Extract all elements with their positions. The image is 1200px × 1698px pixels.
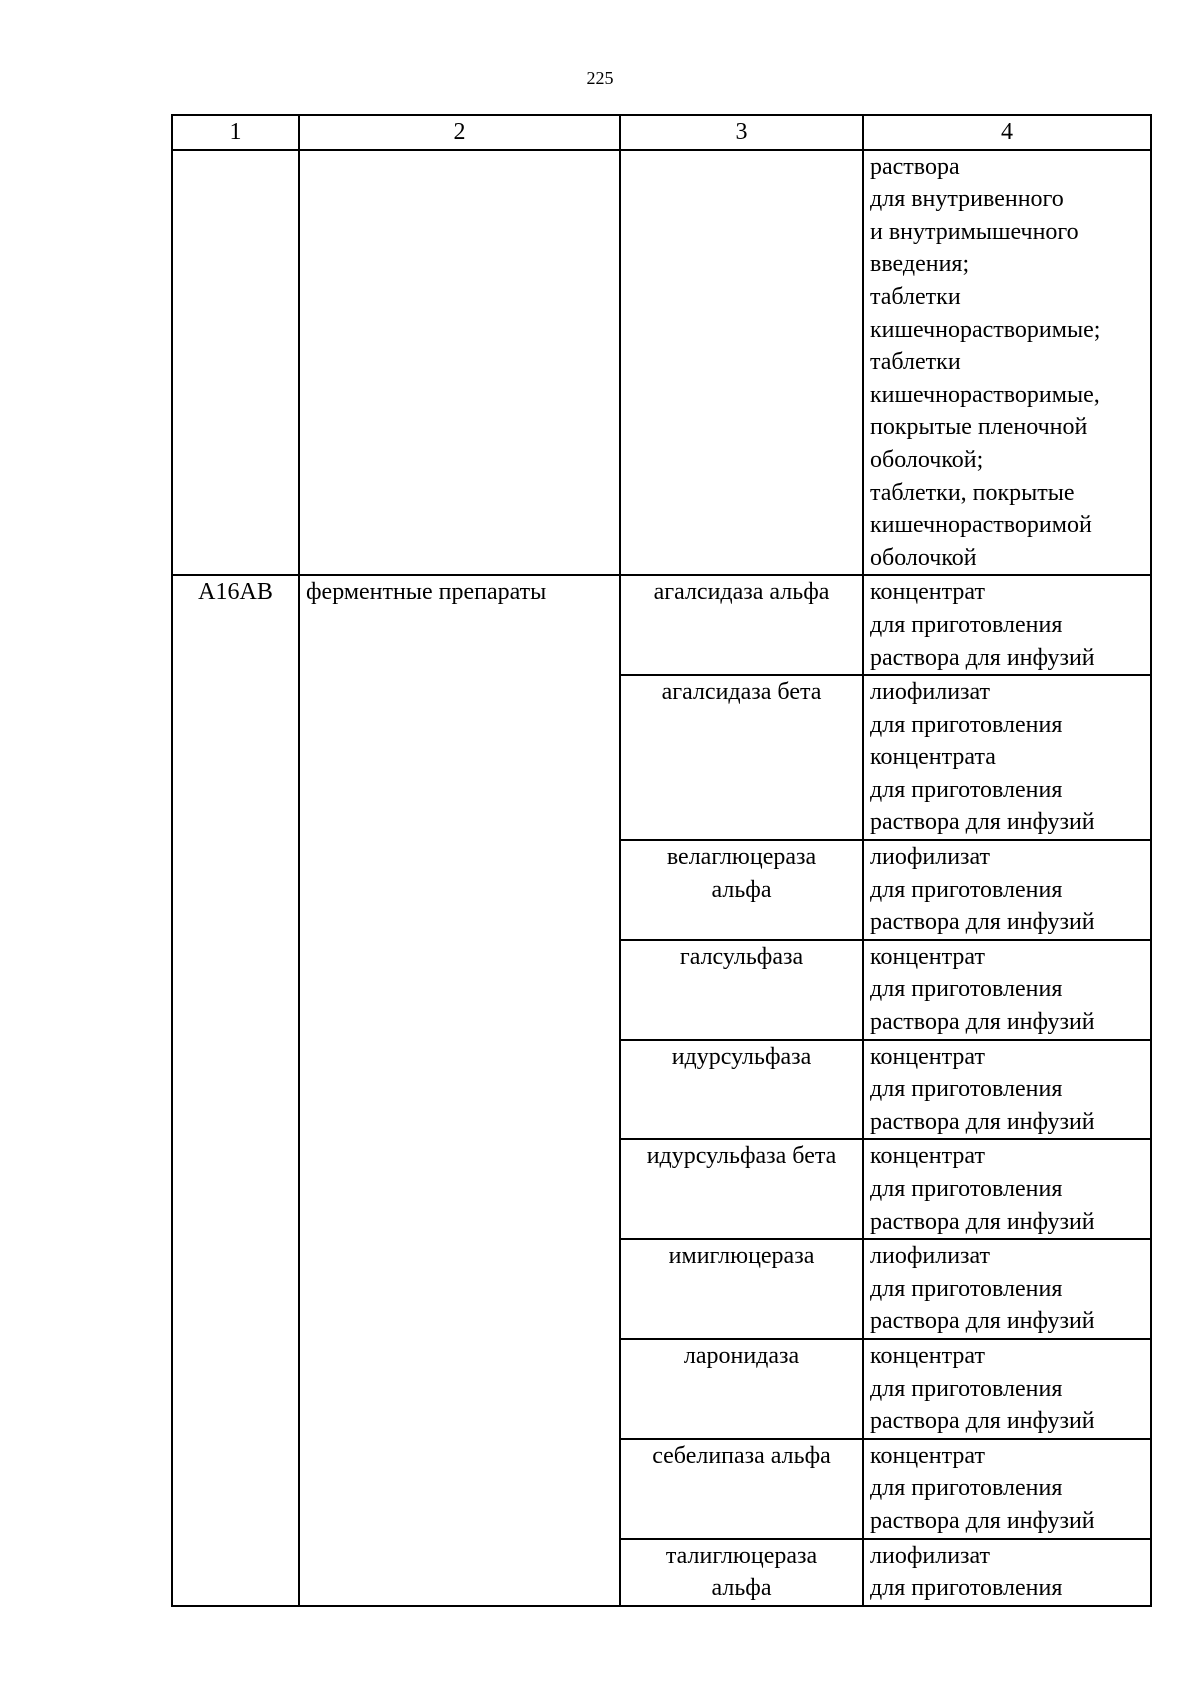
dosage-form-line: для приготовления — [870, 876, 1063, 903]
continuation-drug-cell — [620, 150, 863, 576]
dosage-form-cell — [863, 675, 1151, 840]
dosage-form-line: для приготовления — [870, 976, 1063, 1003]
dosage-form-line: раствора для инфузий — [870, 909, 1095, 936]
drug-name-cell — [620, 675, 863, 840]
dosage-form-line: для приготовления — [870, 611, 1063, 638]
dosage-form-line: раствора для инфузий — [870, 1308, 1095, 1335]
dosage-form-line: для приготовления — [870, 776, 1063, 803]
dosage-form-line: таблетки — [870, 349, 961, 376]
dosage-form-line: раствора для инфузий — [870, 1408, 1095, 1435]
dosage-form-line: для приготовления — [870, 1076, 1063, 1103]
dosage-form-line: концентрат — [870, 943, 985, 970]
column-header-2: 2 — [299, 115, 620, 150]
dosage-form-line: таблетки, покрытые — [870, 479, 1075, 506]
drug-name-line: галсульфаза — [679, 943, 804, 970]
drug-name-line: альфа — [711, 876, 772, 903]
drug-name-cell — [620, 940, 863, 1040]
dosage-form-line: лиофилизат — [870, 1243, 991, 1270]
table-header-row — [172, 115, 1151, 150]
dosage-form-line: кишечнорастворимой — [870, 512, 1092, 539]
dosage-form-line: раствора для инфузий — [870, 1507, 1095, 1534]
dosage-form-line: раствора для инфузий — [870, 644, 1095, 671]
dosage-form-line: концентрат — [870, 1143, 985, 1170]
continuation-forms-cell — [863, 150, 1151, 576]
drug-name-line: агалсидаза бета — [661, 679, 822, 706]
dosage-form-line: кишечнорастворимые; — [870, 316, 1101, 343]
drug-name-line: идурсульфаза — [671, 1043, 812, 1070]
drug-row — [172, 575, 1151, 675]
dosage-form-line: для приготовления — [870, 1176, 1063, 1202]
dosage-form-line: кишечнорастворимые, — [870, 381, 1100, 408]
dosage-form-line: для приготовления — [870, 1475, 1063, 1502]
continuation-row — [172, 150, 1151, 576]
dosage-form-cell — [863, 1539, 1151, 1606]
dosage-form-line: лиофилизат — [870, 679, 991, 706]
dosage-form-line: таблетки — [870, 283, 961, 310]
dosage-form-line: раствора для инфузий — [870, 1208, 1095, 1235]
continuation-group-cell — [299, 150, 620, 576]
drug-name-line: велаглюцераза — [666, 844, 817, 871]
column-header-3: 3 — [620, 115, 863, 150]
dosage-form-line: раствора для инфузий — [870, 1108, 1095, 1135]
dosage-form-line: концентрат — [870, 1043, 985, 1070]
dosage-form-line: для приготовления — [870, 1575, 1063, 1602]
dosage-form-line: для приготовления — [870, 1375, 1063, 1402]
atc-code-cell: A16AB — [172, 575, 299, 1605]
dosage-form-line: оболочкой — [870, 544, 977, 571]
dosage-form-line: раствора для инфузий — [870, 809, 1095, 836]
dosage-form-line: для внутривенного — [870, 186, 1064, 213]
dosage-form-line: концентрат — [870, 1442, 985, 1469]
drug-name-line: альфа — [711, 1575, 772, 1602]
drug-name-line: имиглюцераза — [668, 1243, 815, 1270]
dosage-form-line: введения; — [870, 251, 970, 278]
dosage-form-line: оболочкой; — [870, 446, 984, 473]
dosage-form-line: раствора — [870, 153, 960, 180]
dosage-form-line: для приготовления — [870, 1275, 1063, 1302]
dosage-form-line: лиофилизат — [870, 1542, 991, 1569]
column-header-4: 4 — [863, 115, 1151, 150]
dosage-form-cell — [863, 840, 1151, 940]
dosage-form-line: лиофилизат — [870, 844, 991, 871]
drug-name-line: идурсульфаза бета — [646, 1143, 837, 1170]
drug-name-cell — [620, 1339, 863, 1439]
page-number: 225 — [586, 68, 614, 88]
dosage-form-line: раствора для инфузий — [870, 1009, 1095, 1036]
dosage-form-cell — [863, 940, 1151, 1040]
dosage-form-cell — [863, 1439, 1151, 1539]
dosage-form-line: концентрата — [870, 744, 996, 771]
dosage-form-line: покрытые пленочной — [870, 414, 1088, 441]
drug-table — [171, 114, 1152, 1607]
drug-name-cell — [620, 1239, 863, 1339]
drug-name-cell — [620, 1139, 863, 1239]
dosage-form-cell — [863, 1139, 1151, 1239]
dosage-form-cell — [863, 1339, 1151, 1439]
drug-name-cell — [620, 840, 863, 940]
dosage-form-cell — [863, 1239, 1151, 1339]
drug-name-cell — [620, 1439, 863, 1539]
dosage-form-line: концентрат — [870, 1342, 985, 1369]
group-name-cell: ферментные препараты — [299, 575, 620, 1605]
dosage-form-cell — [863, 1040, 1151, 1140]
drug-name-line: себелипаза альфа — [652, 1442, 831, 1469]
drug-name-line: агалсидаза альфа — [653, 579, 830, 606]
continuation-code-cell — [172, 150, 299, 576]
drug-name-cell — [620, 1539, 863, 1606]
dosage-form-cell — [863, 575, 1151, 675]
dosage-form-line: концентрат — [870, 579, 985, 606]
column-header-1: 1 — [172, 115, 299, 150]
drug-name-cell — [620, 575, 863, 675]
drug-name-line: ларонидаза — [683, 1342, 800, 1369]
dosage-form-line: для приготовления — [870, 711, 1063, 738]
drug-name-line: талиглюцераза — [665, 1542, 818, 1569]
dosage-form-line: и внутримышечного — [870, 218, 1079, 245]
drug-name-cell — [620, 1040, 863, 1140]
